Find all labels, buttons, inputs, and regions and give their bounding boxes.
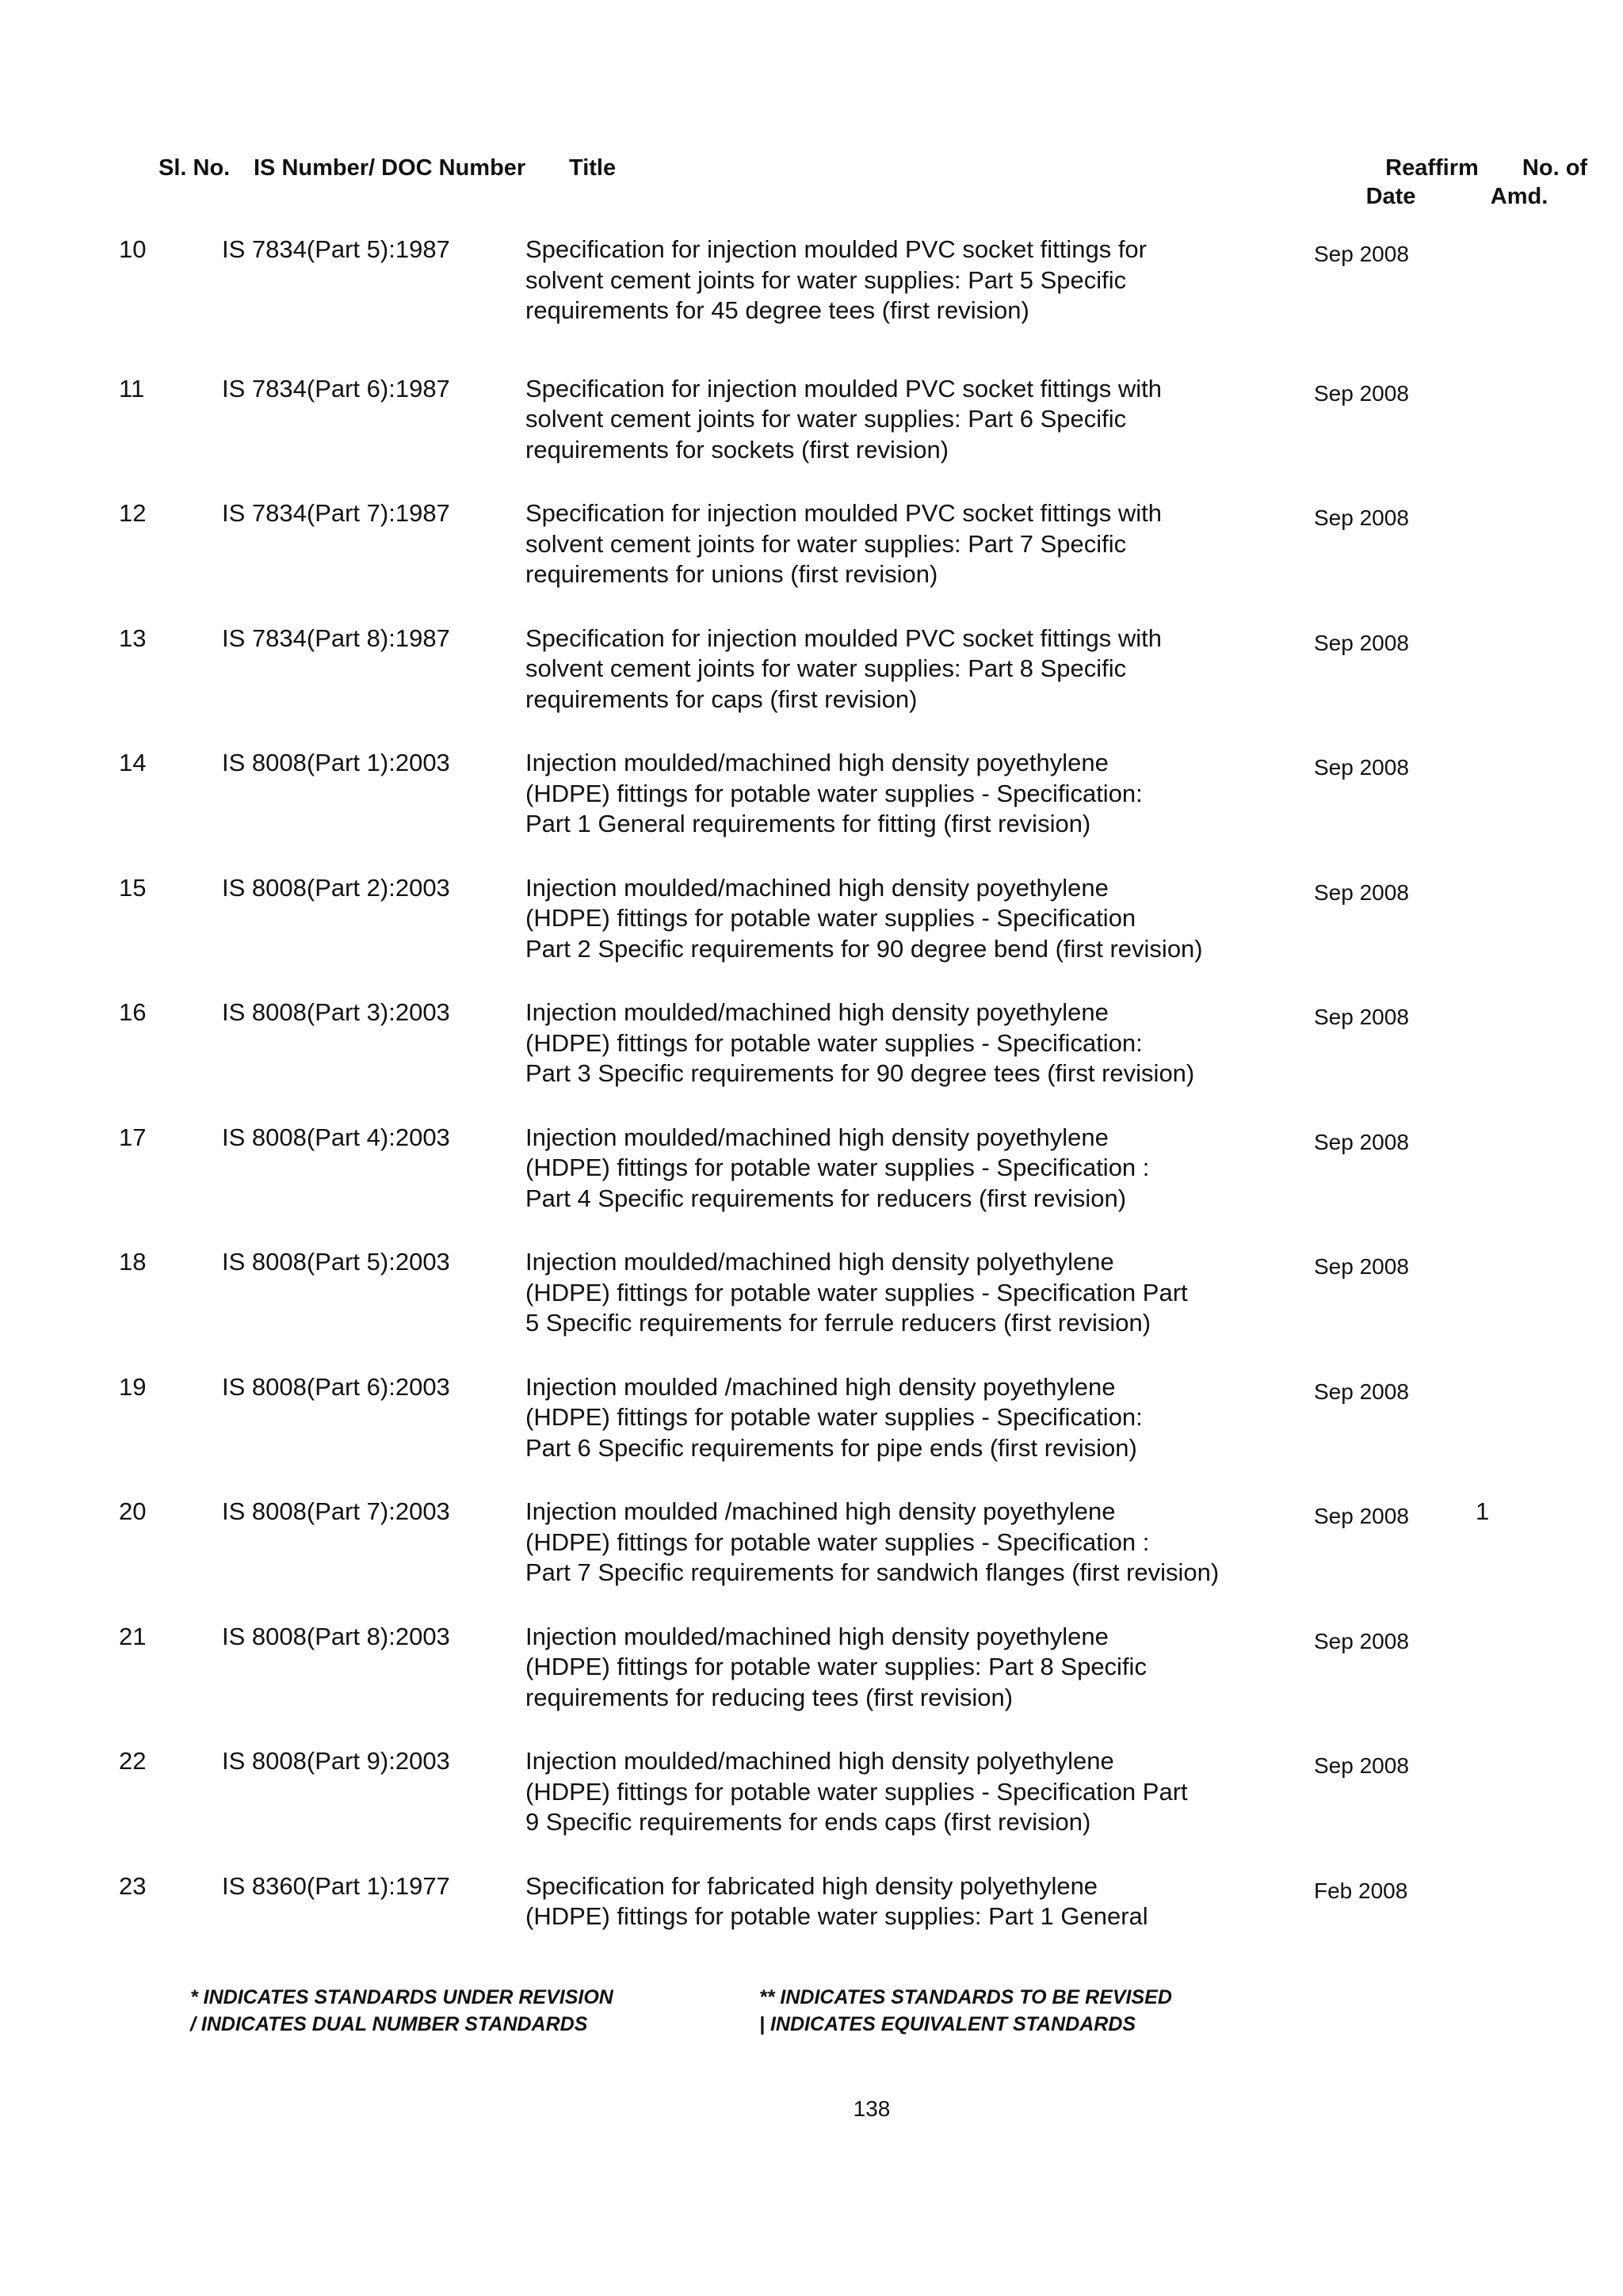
is-number-cell: IS 8008(Part 5):2003 <box>222 1248 450 1276</box>
header-amd-line2: Amd. <box>1490 184 1549 209</box>
reaffirm-date-cell: Sep 2008 <box>1314 242 1409 266</box>
sl-no-cell: 18 <box>119 1248 147 1276</box>
title-cell: Injection moulded/machined high density poyethylene (HDPE) fittings for potable water supplies: Part 8 Specific requirements for reducing tees (first revision) <box>525 1622 1147 1711</box>
title-cell: Injection moulded/machined high density poyethylene (HDPE) fittings for potable water supplies - Specification: Part 3 Specific requirements for 90 degree tees (first revision) <box>525 998 1195 1087</box>
table-row <box>0 498 1623 590</box>
title-cell: Injection moulded/machined high density polyethylene (HDPE) fittings for potable water supplies - Specification Part 9 Specific requirements for ends caps (first revision) <box>525 1747 1188 1836</box>
sl-no-cell: 23 <box>119 1871 147 1900</box>
reaffirm-date-cell: Sep 2008 <box>1314 1504 1409 1528</box>
reaffirm-date-cell: Sep 2008 <box>1314 630 1409 655</box>
table-row <box>0 748 1623 840</box>
reaffirm-date-cell: Sep 2008 <box>1314 879 1409 905</box>
header-reaffirm-date <box>1331 154 1482 211</box>
is-number-cell: IS 8008(Part 7):2003 <box>222 1497 450 1525</box>
sl-no-cell: 14 <box>119 749 147 776</box>
is-number-cell: IS 7834(Part 6):1987 <box>222 374 450 402</box>
is-number-cell: IS 8008(Part 6):2003 <box>222 1372 450 1401</box>
reaffirm-date-cell: Sep 2008 <box>1314 755 1409 780</box>
header-amd-line1: No. of <box>1522 155 1588 181</box>
reaffirm-date-cell: Sep 2008 <box>1314 1005 1409 1029</box>
title-cell: Specification for injection moulded PVC socket fittings for solvent cement joints for water supplies: Part 5 Specific requirements for 45 degree tees (first revision) <box>525 235 1147 324</box>
title-cell: Specification for fabricated high density polyethylene (HDPE) fittings for potable water supplies: Part 1 General <box>525 1871 1148 1930</box>
title-cell: Injection moulded/machined high density poyethylene (HDPE) fittings for potable water supplies - Specification : Part 4 Specific requirements for reducers (first revision) <box>525 1123 1150 1212</box>
is-number-cell: IS 7834(Part 7):1987 <box>222 499 450 527</box>
sl-no-cell: 12 <box>119 499 147 527</box>
reaffirm-date-cell: Sep 2008 <box>1314 505 1409 530</box>
sl-no-cell: 13 <box>119 624 147 652</box>
table-row <box>0 1622 1623 1714</box>
footer-note-equivalent: | INDICATES EQUIVALENT STANDARDS <box>759 2013 1136 2035</box>
sl-no-cell: 19 <box>119 1372 147 1401</box>
sl-no-cell: 20 <box>119 1497 147 1525</box>
is-number-cell: IS 7834(Part 8):1987 <box>222 624 450 652</box>
title-cell: Injection moulded/machined high density poyethylene (HDPE) fittings for potable water supplies - Specification Part 2 Specific requirements for 90 degree bend (first revision) <box>525 873 1203 963</box>
table-row <box>0 1871 1623 1932</box>
reaffirm-date-cell: Sep 2008 <box>1314 1129 1409 1154</box>
table-row <box>0 1497 1623 1589</box>
reaffirm-date-cell: Sep 2008 <box>1314 1379 1409 1404</box>
table-row <box>0 1746 1623 1838</box>
title-cell: Injection moulded/machined high density poyethylene (HDPE) fittings for potable water supplies - Specification: Part 1 General requirements for fitting (first revision) <box>525 749 1143 837</box>
reaffirm-date-cell: Feb 2008 <box>1314 1878 1408 1903</box>
reaffirm-date-cell: Sep 2008 <box>1314 1254 1409 1279</box>
title-cell: Specification for injection moulded PVC socket fittings with solvent cement joints for water supplies: Part 6 Specific requirements for sockets (first revision) <box>525 374 1162 463</box>
page-number: 138 <box>853 2096 891 2121</box>
is-number-cell: IS 8008(Part 1):2003 <box>222 749 450 776</box>
table-row <box>0 1372 1623 1464</box>
sl-no-cell: 21 <box>119 1622 147 1650</box>
table-row <box>0 235 1623 326</box>
table-row <box>0 1123 1623 1215</box>
sl-no-cell: 10 <box>119 235 147 263</box>
is-number-cell: IS 7834(Part 5):1987 <box>222 235 450 263</box>
footer-notes-left <box>190 1984 613 2038</box>
sl-no-cell: 15 <box>119 873 147 902</box>
sl-no-cell: 16 <box>119 998 147 1026</box>
footer-note-under-revision: * INDICATES STANDARDS UNDER REVISION <box>190 1986 613 2008</box>
standards-table <box>0 235 1623 1966</box>
title-cell: Injection moulded /machined high density poyethylene (HDPE) fittings for potable water supplies - Specification: Part 6 Specific requirements for pipe ends (first revision) <box>525 1372 1143 1462</box>
is-number-cell: IS 8008(Part 3):2003 <box>222 998 450 1026</box>
reaffirm-date-cell: Sep 2008 <box>1314 1753 1409 1778</box>
sl-no-cell: 17 <box>119 1123 147 1151</box>
table-row <box>0 997 1623 1089</box>
is-number-cell: IS 8360(Part 1):1977 <box>222 1871 450 1900</box>
sl-no-cell: 11 <box>119 374 145 402</box>
reaffirm-date-cell: Sep 2008 <box>1314 1628 1409 1653</box>
title-cell: Injection moulded/machined high density polyethylene (HDPE) fittings for potable water supplies - Specification Part 5 Specific requirements for ferrule reducers (first revision) <box>525 1248 1188 1337</box>
title-cell: Specification for injection moulded PVC socket fittings with solvent cement joints for water supplies: Part 8 Specific requirements for caps (first revision) <box>525 624 1162 713</box>
reaffirm-date-cell: Sep 2008 <box>1314 380 1409 406</box>
header-title: Title <box>569 155 617 181</box>
is-number-cell: IS 8008(Part 9):2003 <box>222 1747 450 1775</box>
title-cell: Specification for injection moulded PVC socket fittings with solvent cement joints for water supplies: Part 7 Specific requirements for unions (first revision) <box>525 499 1162 588</box>
footer-note-dual-number: / INDICATES DUAL NUMBER STANDARDS <box>190 2013 588 2035</box>
is-number-cell: IS 8008(Part 4):2003 <box>222 1123 450 1151</box>
is-number-cell: IS 8008(Part 2):2003 <box>222 873 450 902</box>
header-reaffirm-line2: Date <box>1365 184 1416 209</box>
header-is-number: IS Number/ DOC Number <box>254 155 526 181</box>
footer-note-to-be-revised: ** INDICATES STANDARDS TO BE REVISED <box>759 1986 1172 2008</box>
sl-no-cell: 22 <box>119 1747 147 1775</box>
header-no-of-amd <box>1468 154 1602 211</box>
footer-notes-right <box>759 1984 1172 2038</box>
table-row <box>0 374 1623 466</box>
is-number-cell: IS 8008(Part 8):2003 <box>222 1622 450 1650</box>
header-sl-no: Sl. No. <box>158 155 231 181</box>
table-row <box>0 1247 1623 1339</box>
header-reaffirm-line1: Reaffirm <box>1385 155 1479 181</box>
table-row <box>0 873 1623 965</box>
amd-count-cell: 1 <box>1476 1497 1490 1525</box>
table-row <box>0 624 1623 715</box>
title-cell: Injection moulded /machined high density poyethylene (HDPE) fittings for potable water supplies - Specification : Part 7 Specific requirements for sandwich flanges (first revision) <box>525 1497 1220 1586</box>
